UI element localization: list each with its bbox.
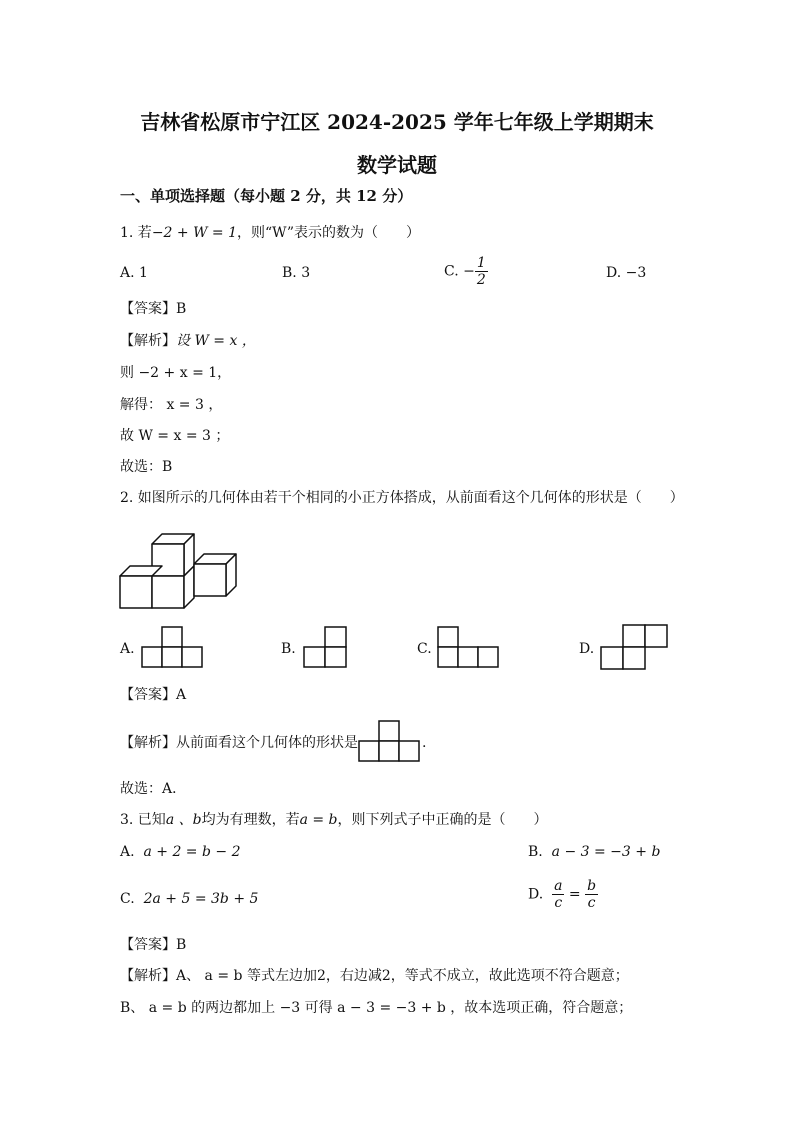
- q1-option-a: A. 1: [120, 265, 148, 281]
- document-subtitle: 数学试题: [357, 153, 437, 177]
- q1-option-c-fraction: [475, 255, 488, 288]
- fraction-a-over-c: [552, 878, 564, 911]
- analysis-text: 设 W = x ，: [176, 333, 256, 349]
- q1-option-c-label: C. −: [444, 263, 475, 280]
- fraction-numerator: a: [554, 878, 563, 894]
- q3-answer: 【答案】B: [120, 937, 187, 953]
- q3-option-d: [528, 878, 598, 911]
- q2-option-b-figure: [303, 626, 347, 668]
- q1-choose: 故选：B: [120, 459, 173, 475]
- q3-condition: a = b: [299, 812, 338, 828]
- cube-solid-figure: [118, 520, 242, 610]
- q2-answer: 【答案】A: [120, 687, 187, 703]
- fraction-numerator: b: [587, 878, 597, 894]
- section-heading: 一、单项选择题（每小题 2 分，共 12 分）: [120, 187, 413, 205]
- q1-option-c: [444, 255, 488, 288]
- equals-sign: =: [568, 886, 581, 903]
- q2-analysis-period: .: [422, 735, 427, 751]
- cube-front-face: [120, 576, 152, 608]
- q2-option-c-label: C.: [417, 641, 432, 657]
- q1-answer: 【答案】B: [120, 301, 187, 317]
- q3-prefix: 3. 已知: [120, 812, 166, 828]
- q1-expression: −2 + W = 1: [151, 225, 238, 241]
- q2-option-a-figure: [141, 626, 203, 668]
- q3-option-b: [528, 843, 660, 861]
- fraction-b-over-c: [585, 878, 598, 911]
- analysis-text: 从前面看这个几何体的形状是: [176, 735, 358, 751]
- option-expression: 2a + 5 = 3b + 5: [143, 891, 259, 907]
- q1-step-1: 则 −2 + x = 1，: [120, 365, 232, 381]
- q1-step-3: 故 W = x = 3 ；: [120, 428, 230, 444]
- analysis-label: 【解析】: [120, 333, 176, 349]
- q1-option-d: D. −3: [606, 265, 647, 281]
- option-label: A.: [120, 844, 135, 860]
- q1-step-2: 解得： x = 3 ，: [120, 397, 223, 413]
- analysis-label: 【解析】: [120, 968, 176, 984]
- analysis-label: 【解析】: [120, 735, 176, 751]
- q1-option-b: B. 3: [282, 265, 311, 281]
- option-label: C.: [120, 891, 135, 907]
- q2-option-b-label: B.: [281, 641, 296, 657]
- q2-option-d-label: D.: [579, 641, 595, 657]
- q2-choose: 故选：A．: [120, 781, 187, 797]
- option-label: B.: [528, 844, 543, 860]
- q3-analysis-b: B、 a = b 的两边都加上 −3 可得 a − 3 = −3 + b ，故本选项正确，符合题意；: [120, 1000, 633, 1016]
- fraction-denominator: 2: [476, 272, 486, 288]
- option-expression: a + 2 = b − 2: [143, 844, 241, 860]
- fraction-numerator: 1: [476, 255, 486, 271]
- q1-suffix: ，则“W”表示的数为（ ）: [237, 225, 420, 241]
- q3-suffix: ，则下列式子中正确的是（ ）: [337, 812, 548, 828]
- document-title: 吉林省松原市宁江区 2024-2025 学年七年级上学期期末: [140, 110, 654, 134]
- question-3: [120, 811, 548, 829]
- q2-option-d-figure: [600, 624, 670, 670]
- q1-analysis: [120, 332, 256, 350]
- q3-analysis-a: [120, 967, 629, 985]
- q3-middle: 均为有理数，若: [201, 812, 300, 828]
- q2-analysis-figure: [358, 720, 420, 762]
- q2-option-a-label: A.: [120, 641, 135, 657]
- question-1: [120, 224, 420, 242]
- cube-front-face: [194, 564, 226, 596]
- cube-front-face: [152, 576, 184, 608]
- option-label: D.: [528, 886, 544, 903]
- fraction-denominator: c: [587, 895, 596, 911]
- q3-vars: a 、b: [165, 812, 202, 828]
- q3-option-c: [120, 890, 258, 908]
- analysis-text: A、 a = b 等式左边加2，右边减2，等式不成立，故此选项不符合题意；: [176, 968, 629, 984]
- question-2: 2. 如图所示的几何体由若干个相同的小正方体搭成，从前面看这个几何体的形状是（ ）: [120, 490, 684, 506]
- fraction-denominator: c: [554, 895, 563, 911]
- q1-prefix: 1. 若: [120, 225, 152, 241]
- q2-option-c-figure: [437, 626, 500, 668]
- q2-analysis: [120, 734, 358, 752]
- option-expression: a − 3 = −3 + b: [551, 844, 661, 860]
- q3-option-a: [120, 843, 240, 861]
